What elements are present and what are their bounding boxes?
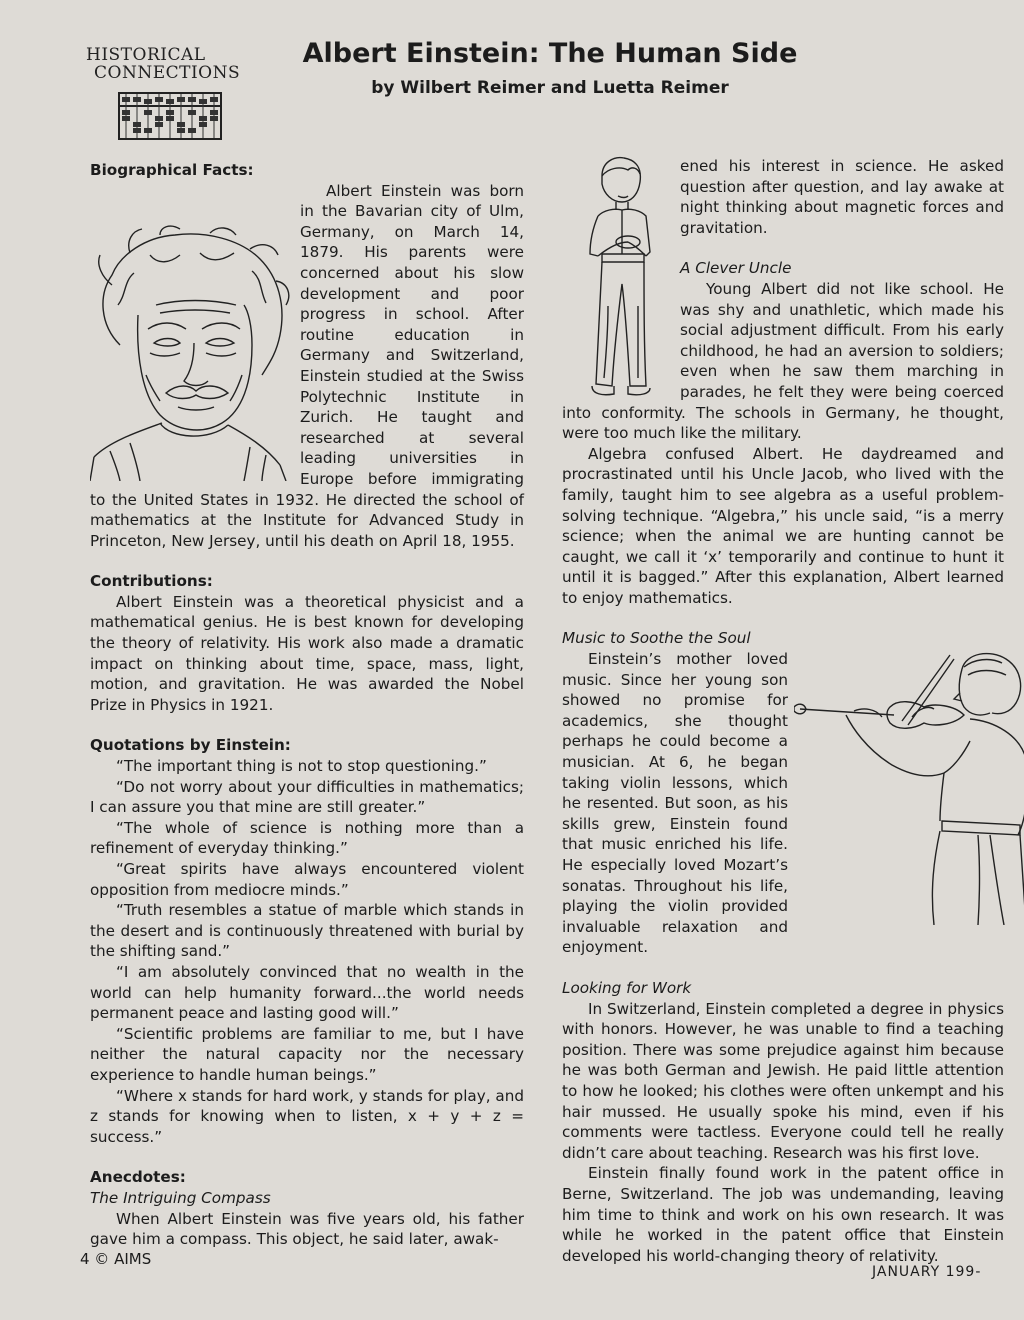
violinist-illustration <box>794 649 1024 925</box>
compass-paragraph-end: ened his interest in science. He asked question after question, and lay awake at night thinking about magnetic forces and gravitation. <box>680 157 1004 237</box>
quote-item: “Truth resembles a statue of marble which stands in the desert and is continuously threatened with burial by the shifting sand.” <box>90 901 524 961</box>
left-column <box>90 160 524 1250</box>
historical-connections-logo <box>84 46 274 146</box>
work-paragraph-2: Einstein finally found work in the patent office in Berne, Switzerland. The job was undemanding, leaving him time to think and work on his own research. It was while he worked in the patent office that Einstein developed his world-changing theory of relativity. <box>562 1164 1004 1265</box>
right-column <box>562 156 1004 1266</box>
music-paragraph: Einstein’s mother loved music. Since her young son showed no promise for academics, she thought perhaps he could become a musician. At 6, he began taking violin lessons, which he resented. But soon, as his skills grew, Einstein found that music enriched his life. He especially loved Mozart’s sonatas. Throughout his life, playing the violin provided invaluable relaxation and enjoyment. <box>562 650 788 957</box>
logo-line-1: HISTORICAL <box>86 45 206 65</box>
quotations-heading: Quotations by Einstein: <box>90 736 291 755</box>
biographical-facts-heading: Biographical Facts: <box>90 161 254 179</box>
quote-item: “Where x stands for hard work, y stands for play, and z stands for knowing when to listen, x + y + z = success.” <box>90 1086 524 1146</box>
quote-item: “I am absolutely convinced that no wealth in the world can help humanity forward...the world needs permanent peace and lasting good will.” <box>90 962 524 1023</box>
uncle-paragraph-2: Algebra confused Albert. He daydreamed and procrastinated until his Uncle Jacob, who lived with the family, taught him to see algebra as a useful problem-solving technique. “Algebra,” his uncle said, “is a merry science; when the animal we are hunting cannot be caught, we call it ‘x’ temporarily and continue to hunt it until it is bagged.” After this explanation, Albert learned to enjoy mathematics. <box>562 444 1004 607</box>
work-paragraph-1: In Switzerland, Einstein completed a degree in physics with honors. However, he was unable to find a teaching position. There was some prejudice against him because he was both German and Jewish. He paid little attention to how he looked; his clothes were often unkempt and his hair mussed. He usually spoke his mind, even if his comments were tactless. Everyone could tell he really didn’t care about teaching. Research was his first love. <box>562 999 1004 1162</box>
page-title: Albert Einstein: The Human Side <box>302 38 798 69</box>
quote-item: “Scientific problems are familiar to me, but I have neither the natural capacity nor the necessary experience to handle human beings.” <box>90 1024 524 1084</box>
issue-date: JANUARY 199- <box>872 1264 982 1280</box>
quote-item: “The important thing is not to stop questioning.” <box>116 757 487 776</box>
einstein-portrait-illustration <box>90 225 292 481</box>
boy-with-compass-illustration <box>568 156 672 400</box>
quote-item: “The whole of science is nothing more than a refinement of everyday thinking.” <box>90 818 524 858</box>
anecdotes-heading: Anecdotes: <box>90 1168 186 1187</box>
bio-paragraph: Albert Einstein was born in the Bavarian city of Ulm, Germany, on March 14, 1879. His parents were concerned about his slow development and poor progress in school. After routine education in Germany and Switzerland, Einstein studied at the Swiss Polytechnic Institute in Zurich. He taught and researched at several leading universities in Europe before immigrating to the United States in 1932. He directed the school of mathematics at the Institute for Advanced Study in Princeton, New Jersey, until his death on April 18, 1955. <box>90 181 524 550</box>
page-number-copyright: 4 © AIMS <box>80 1250 152 1268</box>
abacus-icon <box>118 92 222 140</box>
contributions-heading: Contributions: <box>90 572 213 591</box>
uncle-subheading: A Clever Uncle <box>680 259 792 278</box>
work-subheading: Looking for Work <box>562 978 692 997</box>
compass-paragraph-start: When Albert Einstein was five years old, his father gave him a compass. This object, he said later, awak- <box>90 1209 524 1249</box>
logo-line-2: CONNECTIONS <box>94 63 241 83</box>
quote-item: “Great spirits have always encountered violent opposition from mediocre minds.” <box>90 860 524 899</box>
contributions-paragraph: Albert Einstein was a theoretical physicist and a mathematical genius. He is best known for developing the theory of relativity. His work also made a dramatic impact on thinking about time, space, mass, light, motion, and gravitation. He was awarded the Nobel Prize in Physics in 1921. <box>90 592 524 714</box>
uncle-paragraph-1: Young Albert did not like school. He was shy and unathletic, which made his social adjustment difficult. From his early childhood, he had an aversion to soldiers; even when he saw them marching in parades, he felt they were being coerced into conformity. The schools in Germany, he thought, were too much like the military. <box>562 279 1004 443</box>
byline: by Wilbert Reimer and Luetta Reimer <box>371 78 729 98</box>
quote-item: “Do not worry about your difficulties in mathematics; I can assure you that mine are still greater.” <box>90 777 524 817</box>
compass-subheading: The Intriguing Compass <box>90 1188 271 1207</box>
music-subheading: Music to Soothe the Soul <box>562 629 751 648</box>
